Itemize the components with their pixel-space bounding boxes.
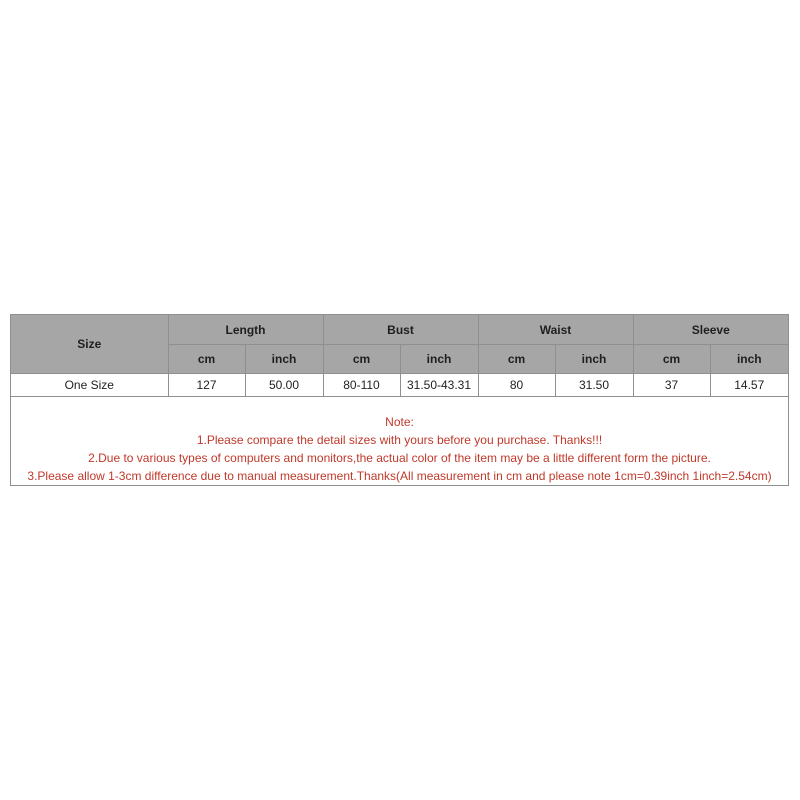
length-cm-header: cm [168, 345, 245, 374]
sleeve-header: Sleeve [633, 315, 788, 345]
note-title: Note: [385, 415, 414, 429]
note-line-2: 2.Due to various types of computers and monitors,the actual color of the item may be a little different form the picture. [88, 451, 711, 465]
table-row [11, 374, 788, 397]
sleeve-inch-cell: 14.57 [710, 374, 788, 397]
length-header: Length [168, 315, 323, 345]
length-inch-header: inch [245, 345, 323, 374]
size-chart [10, 314, 789, 486]
note-line-3: 3.Please allow 1-3cm difference due to manual measurement.Thanks(All measurement in cm and please note 1cm=0.39inch 1inch=2.54cm) [27, 469, 772, 483]
waist-header: Waist [478, 315, 633, 345]
size-table [11, 315, 788, 397]
waist-inch-header: inch [555, 345, 633, 374]
sleeve-inch-header: inch [710, 345, 788, 374]
bust-cm-cell: 80-110 [323, 374, 400, 397]
note-line-1: 1.Please compare the detail sizes with yours before you purchase. Thanks!!! [196, 433, 603, 447]
waist-cm-cell: 80 [478, 374, 555, 397]
group-header-row [11, 315, 788, 345]
size-header: Size [11, 315, 168, 374]
length-inch-cell: 50.00 [245, 374, 323, 397]
sleeve-cm-cell: 37 [633, 374, 710, 397]
notes-section [11, 397, 788, 485]
waist-inch-cell: 31.50 [555, 374, 633, 397]
bust-cm-header: cm [323, 345, 400, 374]
bust-inch-header: inch [400, 345, 478, 374]
length-cm-cell: 127 [168, 374, 245, 397]
bust-header: Bust [323, 315, 478, 345]
bust-inch-cell: 31.50-43.31 [400, 374, 478, 397]
size-cell: One Size [11, 374, 168, 397]
waist-cm-header: cm [478, 345, 555, 374]
sleeve-cm-header: cm [633, 345, 710, 374]
